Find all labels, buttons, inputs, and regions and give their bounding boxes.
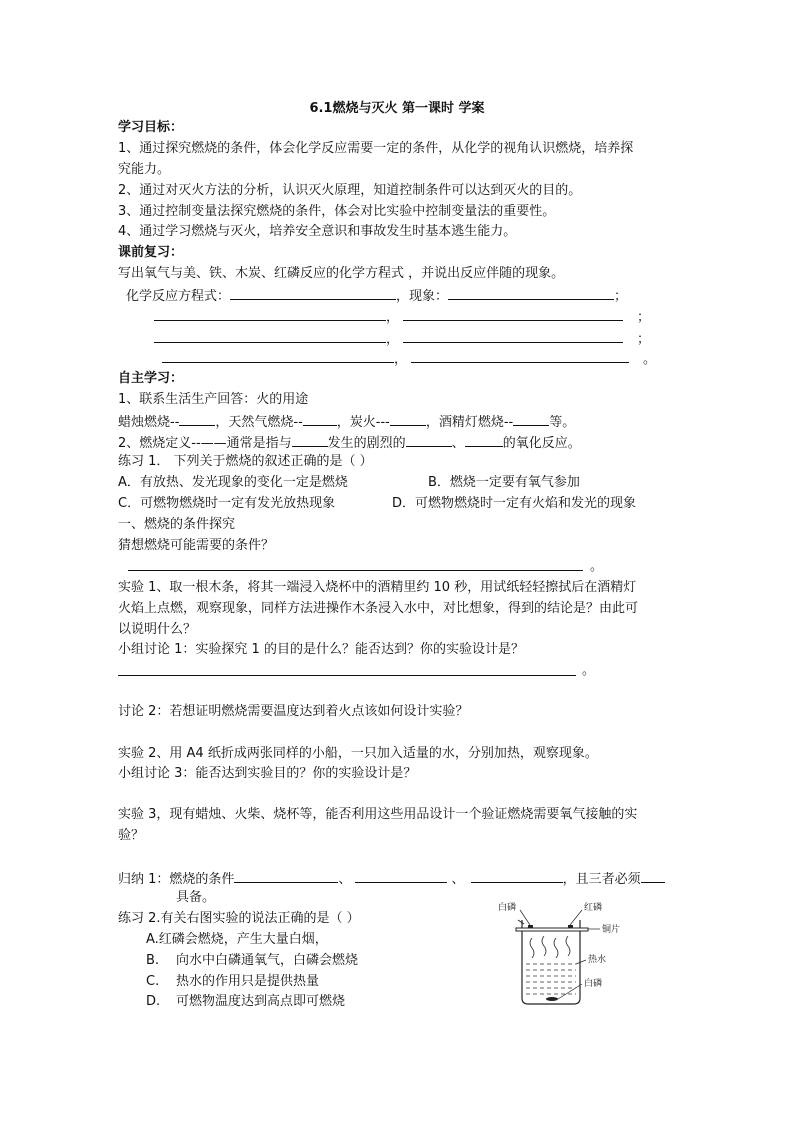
phenomenon-blank[interactable] [403,306,623,321]
vapour-line [542,936,546,956]
gas-blank[interactable] [303,411,337,426]
experiment-2: 实验 2、用 A4 纸折成两张同样的小船，一只加入适量的水，分别加热，观察现象。 [118,746,598,761]
label-hot-water: 热水 [588,955,607,965]
vapour-line [530,938,534,958]
summary-must: ，且三者必须 [562,872,641,887]
definition-part-3: 、 [451,436,465,451]
fire-uses-row [118,411,575,433]
experiment-3-line-a: 实验 3，现有蜡烛、火柴、烧杯等，能否利用这些用品设计一个验证燃烧需要氧气接触的实 [118,807,638,822]
experiment-1-line-a: 实验 1、取一根木条，将其一端浸入烧杯中的酒精里约 10 秒，用试纸轻轻擦拭后在酒精灯 [118,580,637,595]
experiment-1-line-c: 以说明什么？ [118,622,197,637]
exercise-2-option-b: 向水中白磷通氧气，白磷会燃烧 [176,953,359,968]
summary-sep-2: 、 [447,872,465,887]
summary-1-label: 归纳 1：燃烧的条件 [118,872,235,887]
red-phosphorus [568,925,573,928]
definition-part-2: 发生的剧烈的 [327,436,406,451]
alcohol-lamp-label: ，酒精灯燃烧-- [425,415,514,430]
exercise-1-option-d: D．可燃物燃烧时一定有火焰和发光的现象 [392,496,637,511]
label-white-phosphorus-top: 白磷 [498,903,517,913]
definition-part-1: 2、燃烧定义--——通常是指与 [118,436,292,451]
charcoal-blank[interactable] [390,411,426,426]
guess-answer-line[interactable] [128,570,583,571]
goal-2: 2、通过对灭火方法的分析，认识灭火原理，知道控制条件可以达到灭火的目的。 [118,183,582,198]
equation-blank[interactable] [162,348,394,363]
phenomenon-blank[interactable] [403,328,623,343]
equation-row-2 [154,306,650,328]
equation-blank[interactable] [154,306,386,321]
self-study-heading: 自主学习： [118,371,184,386]
condition-blank-4[interactable] [641,868,665,883]
exercise-2-option-d: 可燃物温度达到高点即可燃烧 [176,994,346,1009]
definition-blank-3[interactable] [465,432,503,447]
guess-prompt: 猜想燃烧可能需要的条件？ [118,538,275,553]
exercise-1-stem: 练习 1． 下列关于燃烧的叙述正确的是（ ） [118,454,373,469]
condition-blank-2[interactable] [355,868,447,883]
condition-blank-3[interactable] [471,868,563,883]
gas-label: ，天然气燃烧-- [215,415,303,430]
summary-1-end: 具备。 [176,890,216,905]
definition-blank-2[interactable] [406,432,452,447]
alcohol-lamp-blank[interactable] [513,411,549,426]
semicolon: ； [637,332,651,347]
page-title: 6.1燃烧与灭火 第一课时 学案 [309,101,485,116]
label-copper-plate: 铜片 [602,925,621,935]
label-white-phosphorus-bottom: 白磷 [584,979,603,989]
equation-row-1 [126,285,627,307]
combustion-definition-row [118,432,581,454]
equation-row-4 [162,348,656,370]
exercise-2-option-d-key: D. [146,994,161,1009]
equation-label: 化学反应方程式： [126,289,231,304]
discussion-2: 讨论 2：若想证明燃烧需要温度达到着火点该如何设计实验？ [118,704,469,719]
comma: ， [386,332,400,347]
copper-plate [516,928,588,931]
goal-3: 3、通过控制变量法探究燃烧的条件，体会对比实验中控制变量法的重要性。 [118,204,556,219]
semicolon: ； [637,310,651,325]
experiment-1-line-b: 火焰上点燃，观察现象，同样方法进操作木条浸入水中，对比想象，得到的结论是？由此可 [118,601,639,616]
goals-heading: 学习目标： [118,120,184,135]
goal-1-line-a: 1、通过探究燃烧的条件，体会化学反应需要一定的条件，从化学的视角认识燃烧，培养探 [118,141,634,156]
semicolon: ； [614,289,628,304]
review-heading: 课前复习： [118,245,184,260]
discussion-3: 小组讨论 3：能否达到实验目的？你的实验设计是？ [118,766,417,781]
beaker-shape [522,920,580,1004]
comma: ， [386,310,400,325]
equation-row-3 [154,328,650,350]
uses-end: 等。 [549,415,576,430]
exercise-2-option-c-key: C. [146,974,160,989]
goal-1-line-b: 究能力。 [118,162,171,177]
inquiry-heading: 一、燃烧的条件探究 [118,517,236,532]
condition-blank-1[interactable] [234,868,338,883]
label-red-phosphorus: 红磷 [584,903,603,913]
exercise-2-option-a: A.红磷会燃烧，产生大量白烟， [146,932,328,947]
summary-sep-1: 、 [338,872,352,887]
discussion-1-period: 。 [582,663,596,678]
guess-period: 。 [590,559,604,574]
discussion-1-answer-line[interactable] [118,675,576,676]
goal-4: 4、通过学习燃烧与灭火，培养安全意识和事故发生时基本逃生能力。 [118,224,517,239]
review-prompt: 写出氧气与美、铁、木炭、红磷反应的化学方程式 ，并说出反应伴随的现象。 [118,266,565,281]
fire-uses-question: 1、联系生活生产回答：火的用途 [118,392,309,407]
equation-blank[interactable] [154,328,386,343]
phenomenon-blank[interactable] [411,348,629,363]
phosphorus-experiment-figure [490,898,640,1010]
summary-1-row [118,868,665,890]
candle-label: 蜡烛燃烧-- [118,415,180,430]
phenomenon-blank[interactable] [448,285,614,300]
beaker-lip [518,920,524,924]
definition-blank-1[interactable] [292,432,328,447]
candle-blank[interactable] [179,411,215,426]
charcoal-label: ，炭火--- [336,415,390,430]
exercise-2-option-c: 热水的作用只是提供热量 [176,974,320,989]
experiment-3-line-b: 验？ [118,828,145,843]
exercise-2-stem: 练习 2.有关右图实验的说法正确的是（ ） [118,911,360,926]
exercise-1-option-c: C．可燃物燃烧时一定有发光放热现象 [118,496,336,511]
discussion-1: 小组讨论 1：实验探究 1 的目的是什么？能否达到？你的实验设计是？ [118,642,524,657]
exercise-1-option-a: A．有放热、发光现象的变化一定是燃烧 [118,475,348,490]
white-phosphorus-bottom [546,997,558,1001]
phenomenon-label: ，现象： [396,289,449,304]
period: 。 [643,352,657,367]
definition-part-4: 的氧化反应。 [502,436,581,451]
equation-blank[interactable] [230,285,396,300]
vapour-line [566,936,570,956]
exercise-2-option-b-key: B. [146,953,160,968]
vapour-line [554,938,558,958]
hot-water [526,964,576,994]
white-phosphorus-top [528,925,533,928]
exercise-1-option-b: B．燃烧一定要有氧气参加 [428,475,580,490]
comma: ， [394,352,408,367]
